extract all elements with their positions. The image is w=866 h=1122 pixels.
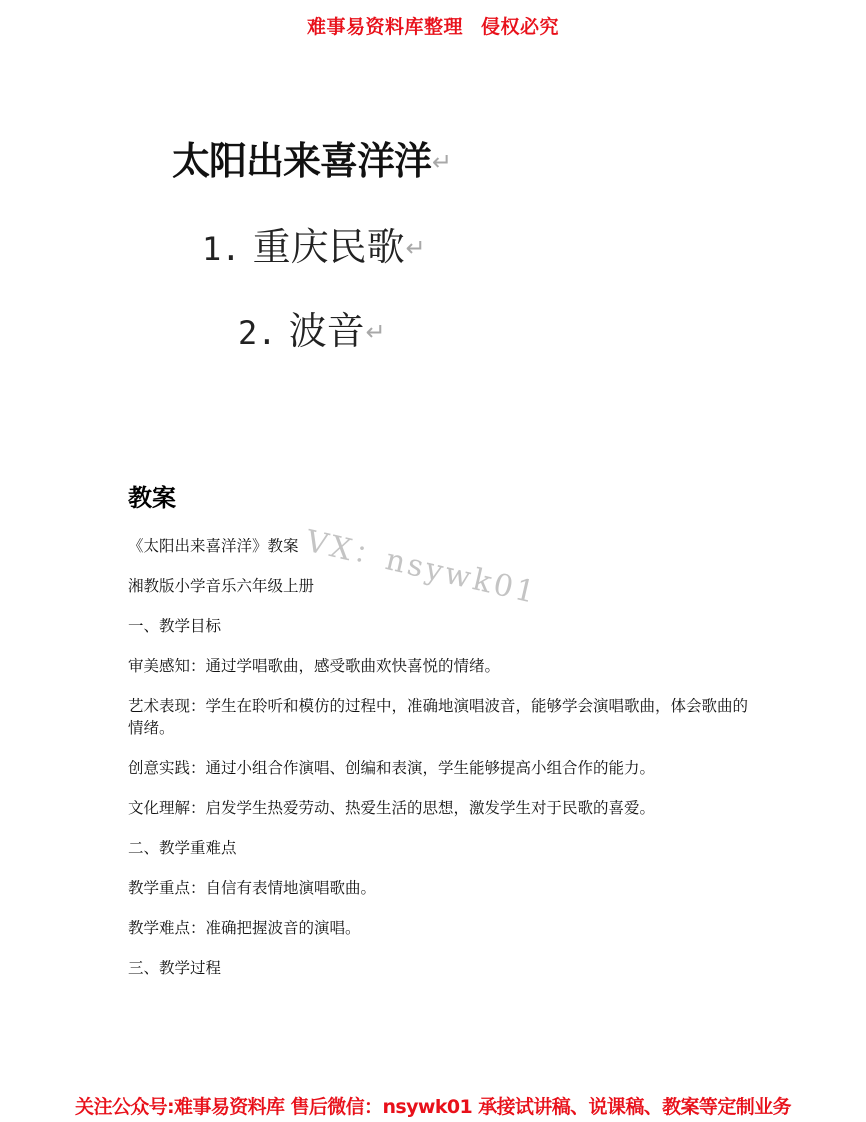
- return-mark-icon: ↵: [405, 234, 426, 262]
- lesson-paragraph: 文化理解：启发学生热爱劳动、热爱生活的思想，激发学生对于民歌的喜爱。: [128, 799, 656, 817]
- lesson-paragraph: 审美感知：通过学唱歌曲，感受歌曲欢快喜悦的情绪。: [128, 657, 501, 675]
- song-title: [172, 130, 451, 185]
- lesson-paragraph: 《太阳出来喜洋洋》教案: [128, 537, 299, 555]
- song-item-text: 重庆民歌: [252, 225, 405, 269]
- song-item-number: 2.: [238, 314, 277, 352]
- lesson-section-heading: 三、教学过程: [128, 959, 222, 977]
- lesson-heading: 教案: [128, 484, 176, 512]
- lesson-paragraph: 教学难点：准确把握波音的演唱。: [128, 919, 361, 937]
- header-banner-left: 难事易资料库整理: [306, 16, 463, 38]
- song-item-number: 1.: [202, 230, 241, 268]
- watermark: VX：nsywk01: [302, 523, 541, 612]
- header-banner-right: 侵权必究: [481, 16, 560, 38]
- song-title-text: 太阳出来喜洋洋: [172, 139, 432, 183]
- lesson-section-heading: 二、教学重难点: [128, 839, 237, 857]
- song-item-1: [202, 216, 426, 271]
- header-banner: [0, 12, 866, 39]
- song-item-text: 波音: [288, 309, 365, 353]
- return-mark-icon: ↵: [432, 148, 452, 176]
- lesson-paragraph: 创意实践：通过小组合作演唱、创编和表演，学生能够提高小组合作的能力。: [128, 759, 656, 777]
- return-mark-icon: ↵: [365, 318, 386, 346]
- lesson-paragraph: 教学重点：自信有表情地演唱歌曲。: [128, 879, 377, 897]
- footer-banner: 关注公众号:难事易资料库 售后微信：nsywk01 承接试讲稿、说课稿、教案等定制业务: [75, 1096, 791, 1118]
- song-item-2: [238, 300, 386, 355]
- lesson-paragraph: 湘教版小学音乐六年级上册: [128, 577, 315, 595]
- lesson-paragraph: 艺术表现：学生在聆听和模仿的过程中，准确地演唱波音，能够学会演唱歌曲，体会歌曲的情绪。: [128, 697, 749, 737]
- lesson-section-heading: 一、教学目标: [128, 617, 222, 635]
